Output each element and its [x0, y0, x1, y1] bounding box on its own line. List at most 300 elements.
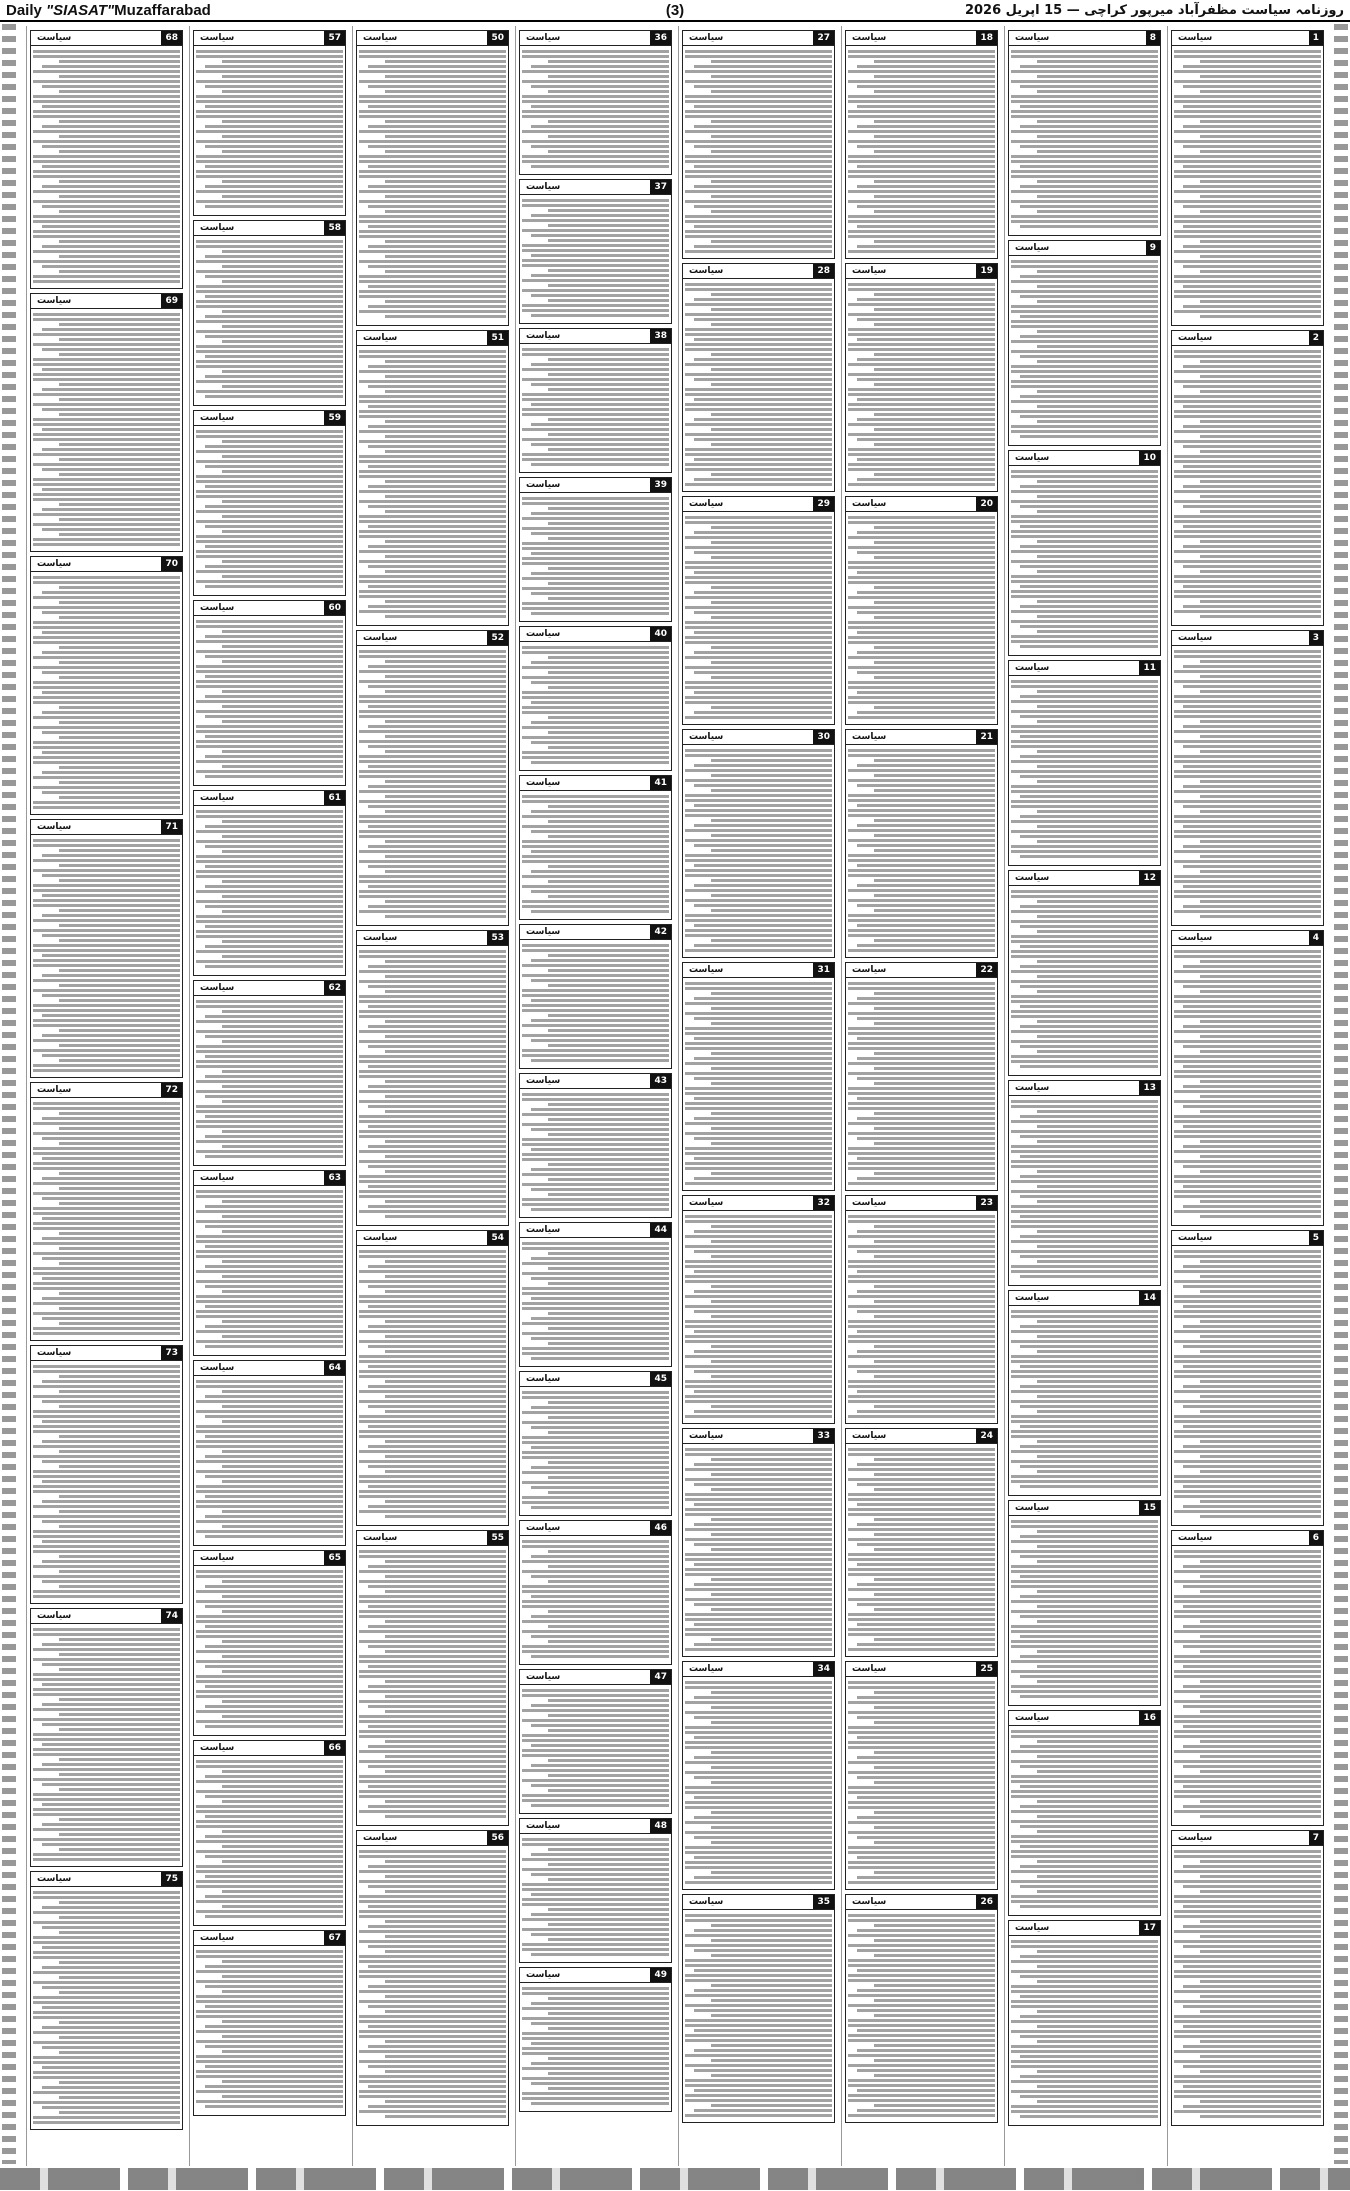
text-line: [196, 740, 343, 743]
text-line: [848, 1686, 995, 1689]
text-line: [1011, 1940, 1158, 1943]
ad-number-badge: 47: [650, 1670, 671, 1684]
classified-ad: [1171, 630, 1324, 926]
text-line: [685, 1786, 832, 1789]
text-line: [1174, 880, 1321, 883]
text-line: [1011, 1310, 1158, 1313]
text-line: [548, 1774, 669, 1777]
text-line: [385, 1950, 506, 1953]
text-line: [196, 555, 343, 558]
ad-logo: سیاست: [37, 559, 72, 569]
text-line: [1037, 1965, 1158, 1968]
text-line: [368, 725, 506, 728]
ad-header: [194, 221, 345, 236]
text-line: [1037, 1260, 1158, 1263]
text-line: [1020, 2115, 1158, 2118]
text-line: [205, 125, 343, 128]
text-line: [205, 1895, 343, 1898]
text-line: [1200, 1770, 1321, 1773]
text-line: [385, 1200, 506, 1203]
text-line: [1011, 140, 1158, 143]
text-line: [359, 1735, 506, 1738]
text-line: [385, 1440, 506, 1443]
text-line: [685, 328, 832, 331]
ad-column: [678, 26, 838, 2166]
text-line: [522, 2037, 669, 2040]
text-line: [1020, 1465, 1158, 1468]
text-line: [359, 1210, 506, 1213]
text-line: [196, 1000, 343, 1003]
text-line: [1020, 545, 1158, 548]
text-line: [522, 50, 669, 53]
text-line: [857, 338, 995, 341]
text-line: [1183, 1205, 1321, 1208]
text-line: [857, 125, 995, 128]
text-line: [59, 1405, 180, 1408]
text-line: [522, 974, 669, 977]
text-line: [196, 2060, 343, 2063]
text-line: [368, 2025, 506, 2028]
text-line: [359, 1100, 506, 1103]
text-line: [848, 1568, 995, 1571]
text-line: [857, 145, 995, 148]
text-line: [1200, 1590, 1321, 1593]
text-line: [694, 1949, 832, 1952]
text-line: [1174, 175, 1321, 178]
text-line: [685, 799, 832, 802]
text-line: [848, 1062, 995, 1065]
text-line: [874, 1112, 995, 1115]
text-line: [685, 1648, 832, 1651]
text-line: [222, 560, 343, 563]
text-line: [205, 1245, 343, 1248]
text-line: [685, 130, 832, 133]
text-line: [1183, 305, 1321, 308]
text-line: [848, 2039, 995, 2042]
text-line: [205, 1305, 343, 1308]
text-line: [359, 280, 506, 283]
text-line: [33, 280, 180, 283]
ad-number-badge: 45: [650, 1372, 671, 1386]
text-line: [685, 749, 832, 752]
text-line: [874, 473, 995, 476]
text-line: [59, 1788, 180, 1791]
text-line: [359, 1780, 506, 1783]
text-line: [548, 1327, 669, 1330]
text-line: [685, 1618, 832, 1621]
text-line: [368, 1805, 506, 1808]
text-line: [42, 1117, 180, 1120]
text-line: [857, 398, 995, 401]
text-line: [33, 656, 180, 659]
text-line: [59, 443, 180, 446]
text-line: [1020, 1235, 1158, 1238]
text-line: [548, 582, 669, 585]
text-line: [711, 1473, 832, 1476]
text-line: [196, 1050, 343, 1053]
text-line: [548, 2072, 669, 2075]
text-line: [205, 375, 343, 378]
text-line: [848, 468, 995, 471]
text-line: [685, 1395, 832, 1398]
text-line: [59, 1112, 180, 1115]
text-line: [1037, 690, 1158, 693]
text-line: [33, 1410, 180, 1413]
text-line: [33, 1302, 180, 1305]
text-line: [685, 1628, 832, 1631]
text-line: [359, 455, 506, 458]
text-line: [711, 992, 832, 995]
text-line: [196, 1195, 343, 1198]
text-line: [196, 1120, 343, 1123]
text-line: [685, 1771, 832, 1774]
text-line: [874, 413, 995, 416]
text-line: [548, 120, 669, 123]
ad-number-badge: 40: [650, 627, 671, 641]
ad-number-badge: 60: [324, 601, 345, 615]
text-line: [359, 410, 506, 413]
text-line: [196, 140, 343, 143]
text-line: [1020, 1635, 1158, 1638]
text-line: [1183, 505, 1321, 508]
text-line: [368, 485, 506, 488]
text-line: [42, 2006, 180, 2009]
text-line: [685, 100, 832, 103]
text-line: [359, 1930, 506, 1933]
text-line: [1037, 1410, 1158, 1413]
text-line: [196, 1675, 343, 1678]
text-line: [1174, 730, 1321, 733]
text-line: [385, 315, 506, 318]
text-line: [359, 1990, 506, 1993]
text-line: [522, 1943, 669, 1946]
text-line: [531, 1555, 669, 1558]
text-line: [685, 1122, 832, 1125]
text-line: [694, 944, 832, 947]
text-line: [1183, 1805, 1321, 1808]
text-line: [1200, 180, 1321, 183]
text-line: [1200, 690, 1321, 693]
text-line: [59, 766, 180, 769]
text-line: [222, 955, 343, 958]
text-line: [711, 293, 832, 296]
text-line: [694, 478, 832, 481]
ad-logo: سیاست: [689, 1431, 724, 1441]
text-line: [368, 1105, 506, 1108]
text-line: [857, 2109, 995, 2112]
text-line: [385, 1620, 506, 1623]
text-line: [368, 1045, 506, 1048]
text-line: [205, 1835, 343, 1838]
text-line: [685, 1851, 832, 1854]
ad-header: [194, 791, 345, 806]
text-line: [368, 305, 506, 308]
text-line: [196, 915, 343, 918]
text-line: [694, 1117, 832, 1120]
text-line: [685, 1325, 832, 1328]
text-line: [33, 1039, 180, 1042]
ad-number-badge: 56: [487, 1831, 508, 1845]
text-line: [522, 751, 669, 754]
text-line: [848, 95, 995, 98]
text-line: [359, 2000, 506, 2003]
text-line: [685, 1182, 832, 1185]
text-line: [1011, 1895, 1158, 1898]
text-line: [33, 170, 180, 173]
text-line: [857, 631, 995, 634]
text-line: [548, 1193, 669, 1196]
text-line: [857, 1876, 995, 1879]
text-line: [548, 1759, 669, 1762]
text-line: [848, 814, 995, 817]
text-line: [196, 365, 343, 368]
text-line: [1183, 365, 1321, 368]
text-line: [1011, 200, 1158, 203]
text-line: [1037, 600, 1158, 603]
text-line: [685, 2099, 832, 2102]
text-line: [196, 1125, 343, 1128]
ad-header: [1172, 1531, 1323, 1546]
text-line: [1174, 1810, 1321, 1813]
text-line: [874, 120, 995, 123]
text-line: [222, 1145, 343, 1148]
ad-logo: سیاست: [363, 933, 398, 943]
classified-ad: [845, 729, 998, 958]
text-line: [368, 2085, 506, 2088]
text-line: [874, 443, 995, 446]
text-line: [205, 205, 343, 208]
text-line: [359, 1450, 506, 1453]
text-line: [368, 1305, 506, 1308]
text-line: [196, 1030, 343, 1033]
text-line: [685, 1979, 832, 1982]
ad-body-text: [31, 1361, 182, 1603]
text-line: [1200, 1815, 1321, 1818]
text-line: [548, 418, 669, 421]
text-line: [222, 370, 343, 373]
text-line: [694, 1463, 832, 1466]
text-line: [848, 859, 995, 862]
text-line: [522, 1948, 669, 1951]
text-line: [1183, 1165, 1321, 1168]
text-line: [385, 900, 506, 903]
text-line: [42, 1986, 180, 1989]
ad-header: [357, 331, 508, 346]
text-line: [874, 1067, 995, 1070]
text-line: [848, 701, 995, 704]
text-line: [368, 1325, 506, 1328]
text-line: [531, 1913, 669, 1916]
text-line: [1174, 475, 1321, 478]
text-line: [205, 1985, 343, 1988]
text-line: [1011, 95, 1158, 98]
text-line: [1037, 90, 1158, 93]
text-line: [1020, 1595, 1158, 1598]
text-line: [359, 1630, 506, 1633]
text-line: [848, 1711, 995, 1714]
text-line: [59, 2081, 180, 2084]
text-line: [359, 830, 506, 833]
text-line: [1174, 860, 1321, 863]
text-line: [359, 1315, 506, 1318]
text-line: [359, 2050, 506, 2053]
text-line: [685, 854, 832, 857]
text-line: [42, 934, 180, 937]
text-line: [42, 1843, 180, 1846]
ad-header: [683, 963, 834, 978]
text-line: [1183, 825, 1321, 828]
ad-logo: سیاست: [363, 1833, 398, 1843]
ad-number-badge: 4: [1309, 931, 1323, 945]
text-line: [368, 525, 506, 528]
text-line: [694, 418, 832, 421]
text-line: [1183, 1905, 1321, 1908]
text-line: [33, 1192, 180, 1195]
ad-header: [520, 1670, 671, 1685]
text-line: [33, 2076, 180, 2079]
text-line: [1200, 570, 1321, 573]
text-line: [196, 1140, 343, 1143]
text-line: [222, 750, 343, 753]
text-line: [1174, 580, 1321, 583]
text-line: [522, 1754, 669, 1757]
text-line: [531, 1804, 669, 1807]
text-line: [59, 796, 180, 799]
text-line: [33, 55, 180, 58]
text-line: [694, 824, 832, 827]
ad-logo: سیاست: [526, 1076, 561, 1086]
text-line: [1174, 895, 1321, 898]
text-line: [1020, 1135, 1158, 1138]
text-line: [222, 1525, 343, 1528]
text-line: [1200, 615, 1321, 618]
text-line: [385, 90, 506, 93]
text-line: [685, 1821, 832, 1824]
text-line: [685, 1453, 832, 1456]
text-line: [59, 398, 180, 401]
text-line: [522, 1024, 669, 1027]
text-line: [848, 1132, 995, 1135]
text-line: [359, 1070, 506, 1073]
text-line: [522, 438, 669, 441]
ad-header: [1009, 241, 1160, 256]
text-line: [1037, 1125, 1158, 1128]
text-line: [205, 525, 343, 528]
text-line: [848, 2034, 995, 2037]
text-line: [1200, 300, 1321, 303]
text-line: [1037, 1110, 1158, 1113]
text-line: [848, 1508, 995, 1511]
text-line: [205, 1965, 343, 1968]
text-line: [694, 864, 832, 867]
text-line: [522, 602, 669, 605]
text-line: [685, 175, 832, 178]
ad-header: [31, 1872, 182, 1887]
text-line: [694, 591, 832, 594]
text-line: [694, 1716, 832, 1719]
text-line: [222, 325, 343, 328]
text-line: [196, 1810, 343, 1813]
text-line: [385, 180, 506, 183]
text-line: [857, 1330, 995, 1333]
text-line: [205, 1875, 343, 1878]
text-line: [848, 1618, 995, 1621]
ad-header: [846, 1429, 997, 1444]
text-line: [1037, 1455, 1158, 1458]
text-line: [196, 2040, 343, 2043]
text-line: [848, 463, 995, 466]
ad-header: [520, 1819, 671, 1834]
text-line: [33, 333, 180, 336]
text-line: [359, 1135, 506, 1138]
classified-ad: [1171, 1830, 1324, 2126]
text-line: [685, 348, 832, 351]
text-line: [522, 55, 669, 58]
text-line: [848, 288, 995, 291]
text-line: [522, 1004, 669, 1007]
text-line: [205, 1285, 343, 1288]
text-line: [548, 597, 669, 600]
text-line: [385, 1380, 506, 1383]
text-line: [848, 1032, 995, 1035]
text-line: [385, 1155, 506, 1158]
text-line: [368, 1185, 506, 1188]
text-line: [857, 1097, 995, 1100]
ad-number-badge: 28: [813, 264, 834, 278]
text-line: [522, 1292, 669, 1295]
text-line: [1174, 755, 1321, 758]
text-line: [522, 1709, 669, 1712]
ad-number-badge: 64: [324, 1361, 345, 1375]
text-line: [1200, 900, 1321, 903]
text-line: [359, 790, 506, 793]
text-line: [385, 555, 506, 558]
text-line: [1174, 820, 1321, 823]
text-line: [1174, 2080, 1321, 2083]
text-line: [848, 1107, 995, 1110]
text-line: [848, 1295, 995, 1298]
text-line: [694, 2009, 832, 2012]
text-line: [522, 110, 669, 113]
ad-number-badge: 68: [161, 31, 182, 45]
text-line: [196, 1720, 343, 1723]
text-line: [548, 1923, 669, 1926]
classified-ad: [682, 1661, 835, 1890]
ad-header: [357, 1531, 508, 1546]
text-line: [1011, 1270, 1158, 1273]
ad-number-badge: 18: [976, 31, 997, 45]
text-line: [196, 890, 343, 893]
text-line: [548, 1044, 669, 1047]
text-line: [685, 2084, 832, 2087]
text-line: [685, 55, 832, 58]
text-line: [33, 1896, 180, 1899]
classified-ad: [30, 30, 183, 289]
classified-ad: [356, 1230, 509, 1526]
text-line: [1174, 1795, 1321, 1798]
ad-logo: سیاست: [526, 629, 561, 639]
text-line: [196, 345, 343, 348]
text-line: [522, 1481, 669, 1484]
text-line: [196, 935, 343, 938]
text-line: [196, 960, 343, 963]
text-line: [1037, 915, 1158, 918]
text-line: [848, 1395, 995, 1398]
text-line: [1174, 500, 1321, 503]
text-line: [385, 1875, 506, 1878]
left-ornament-border: [2, 24, 16, 2164]
text-line: [1174, 2095, 1321, 2098]
